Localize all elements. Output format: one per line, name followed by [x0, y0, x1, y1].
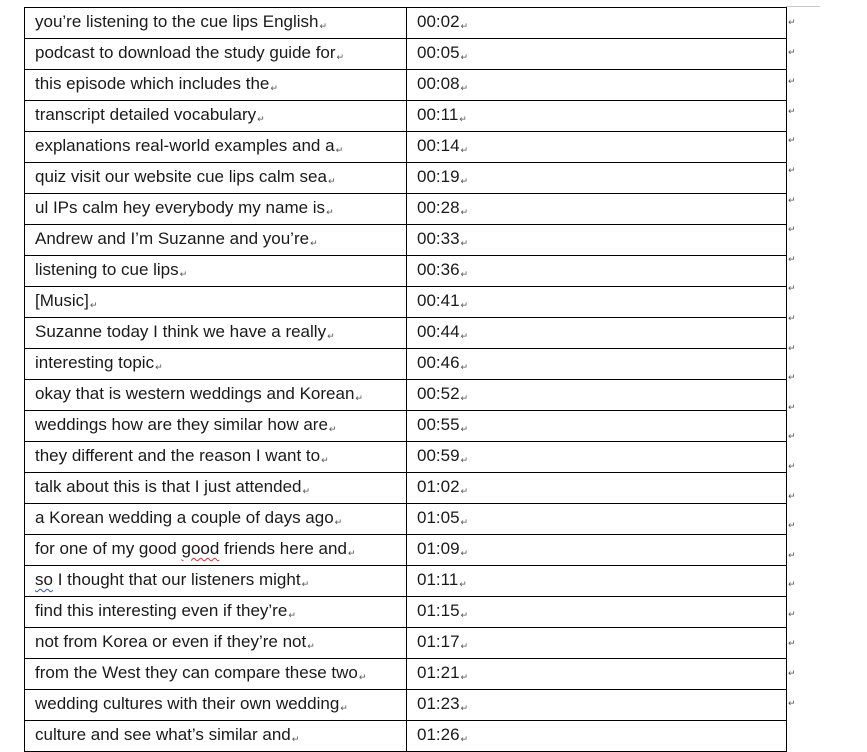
timestamp: 01:23: [417, 694, 460, 713]
paragraph-mark-icon: ↵: [460, 610, 469, 620]
paragraph-mark-icon: ↵: [327, 176, 336, 186]
row-end-mark-icon: ↵: [788, 312, 796, 323]
timestamp-cell[interactable]: [407, 70, 787, 101]
paragraph-mark-icon: ↵: [460, 269, 469, 279]
transcript-text: find this interesting even if they’re: [35, 601, 288, 620]
timestamp-cell[interactable]: [407, 349, 787, 380]
paragraph-mark-icon: ↵: [459, 114, 467, 124]
transcript-text: culture and see what’s similar and: [35, 725, 291, 744]
table-row: [25, 225, 787, 256]
transcript-text-cell[interactable]: [25, 628, 407, 659]
transcript-text: they different and the reason I want to: [35, 446, 321, 465]
timestamp: 00:14: [417, 136, 460, 155]
table-row: [25, 101, 787, 132]
paragraph-mark-icon: ↵: [460, 83, 469, 93]
table-row: [25, 659, 787, 690]
paragraph-mark-icon: ↵: [302, 486, 311, 496]
transcript-text-cell[interactable]: [25, 690, 407, 721]
row-end-mark-icon: ↵: [788, 520, 796, 531]
table-row: [25, 535, 787, 566]
paragraph-mark-icon: ↵: [460, 517, 469, 527]
paragraph-mark-icon: ↵: [340, 703, 348, 713]
transcript-text-cell[interactable]: [25, 504, 407, 535]
transcript-text: from the West they can compare these two: [35, 663, 358, 682]
transcript-text: not from Korea or even if they’re not: [35, 632, 307, 651]
timestamp: 00:33: [417, 229, 460, 248]
timestamp: 01:26: [417, 725, 460, 744]
transcript-text: this episode which includes the: [35, 74, 270, 93]
paragraph-mark-icon: ↵: [460, 455, 469, 465]
transcript-text-cell[interactable]: [25, 8, 407, 39]
timestamp-cell[interactable]: [407, 101, 787, 132]
timestamp-cell[interactable]: [407, 628, 787, 659]
paragraph-mark-icon: ↵: [288, 610, 296, 620]
paragraph-mark-icon: ↵: [460, 331, 469, 341]
paragraph-mark-icon: ↵: [460, 486, 469, 496]
timestamp: 00:36: [417, 260, 460, 279]
paragraph-mark-icon: ↵: [460, 548, 469, 558]
transcript-text-cell[interactable]: [25, 535, 407, 566]
timestamp: 00:59: [417, 446, 460, 465]
transcript-text-cell[interactable]: [25, 659, 407, 690]
timestamp-cell[interactable]: [407, 256, 787, 287]
transcript-text: ul IPs calm hey everybody my name is: [35, 198, 326, 217]
transcript-text-cell[interactable]: [25, 287, 407, 318]
timestamp: 01:15: [417, 601, 460, 620]
timestamp-cell[interactable]: [407, 566, 787, 597]
paragraph-mark-icon: ↵: [321, 455, 329, 465]
table-row: [25, 721, 787, 752]
transcript-text-cell[interactable]: [25, 473, 407, 504]
table-row: [25, 287, 787, 318]
table-row: [25, 411, 787, 442]
paragraph-mark-icon: ↵: [155, 362, 163, 372]
row-end-mark-icon: ↵: [788, 253, 796, 264]
transcript-text-cell[interactable]: [25, 721, 407, 752]
row-end-mark-icon: ↵: [788, 164, 796, 175]
timestamp: 00:08: [417, 74, 460, 93]
timestamp-cell[interactable]: [407, 690, 787, 721]
paragraph-mark-icon: ↵: [460, 300, 469, 310]
timestamp-cell[interactable]: [407, 163, 787, 194]
grammar-flagged-word[interactable]: so: [35, 570, 53, 589]
paragraph-mark-icon: ↵: [460, 362, 469, 372]
timestamp: 00:55: [417, 415, 460, 434]
row-end-mark-icon: ↵: [788, 372, 796, 383]
paragraph-mark-icon: ↵: [326, 207, 334, 217]
row-end-marks: [788, 7, 802, 717]
paragraph-mark-icon: ↵: [310, 238, 318, 248]
timestamp: 01:17: [417, 632, 460, 651]
timestamp-cell[interactable]: [407, 225, 787, 256]
table-row: [25, 194, 787, 225]
timestamp: 00:46: [417, 353, 460, 372]
paragraph-mark-icon: ↵: [89, 300, 98, 310]
transcript-text: podcast to download the study guide for: [35, 43, 336, 62]
paragraph-mark-icon: ↵: [460, 393, 469, 403]
paragraph-mark-icon: ↵: [291, 734, 300, 744]
paragraph-mark-icon: ↵: [355, 393, 363, 403]
timestamp: 01:05: [417, 508, 460, 527]
transcript-text: explanations real-world examples and a: [35, 136, 335, 155]
timestamp: 00:52: [417, 384, 460, 403]
paragraph-mark-icon: ↵: [301, 579, 310, 589]
paragraph-mark-icon: ↵: [460, 424, 469, 434]
transcript-text-cell[interactable]: [25, 318, 407, 349]
paragraph-mark-icon: ↵: [460, 207, 469, 217]
transcript-text-cell[interactable]: [25, 163, 407, 194]
transcript-text-cell[interactable]: [25, 101, 407, 132]
table-row: [25, 132, 787, 163]
table-row: [25, 70, 787, 101]
table-row: [25, 163, 787, 194]
transcript-text-cell[interactable]: [25, 597, 407, 628]
row-end-mark-icon: ↵: [788, 549, 796, 560]
table-row: [25, 597, 787, 628]
table-row: [25, 256, 787, 287]
transcript-text: wedding cultures with their own wedding: [35, 694, 340, 713]
transcript-table: [24, 7, 787, 752]
transcript-text-cell[interactable]: [25, 194, 407, 225]
timestamp-cell[interactable]: [407, 442, 787, 473]
paragraph-mark-icon: ↵: [270, 83, 278, 93]
paragraph-mark-icon: ↵: [257, 114, 265, 124]
paragraph-mark-icon: ↵: [347, 548, 356, 558]
timestamp-cell[interactable]: [407, 380, 787, 411]
row-end-mark-icon: ↵: [788, 431, 796, 442]
table-row: [25, 628, 787, 659]
timestamp-cell[interactable]: [407, 194, 787, 225]
row-end-mark-icon: ↵: [788, 76, 796, 87]
transcript-text-cell[interactable]: [25, 411, 407, 442]
timestamp: 00:44: [417, 322, 460, 341]
paragraph-mark-icon: ↵: [460, 21, 469, 31]
paragraph-mark-icon: ↵: [460, 52, 469, 62]
paragraph-mark-icon: ↵: [335, 145, 344, 155]
row-end-mark-icon: ↵: [788, 342, 796, 353]
spelling-flagged-word[interactable]: good: [181, 539, 220, 558]
timestamp-cell[interactable]: [407, 39, 787, 70]
row-end-mark-icon: ↵: [788, 135, 796, 146]
timestamp-cell[interactable]: [407, 597, 787, 628]
transcript-text: transcript detailed vocabulary: [35, 105, 257, 124]
transcript-text: Andrew and I’m Suzanne and you’re: [35, 229, 310, 248]
timestamp-cell[interactable]: [407, 318, 787, 349]
paragraph-mark-icon: ↵: [336, 52, 345, 62]
timestamp-cell[interactable]: [407, 659, 787, 690]
timestamp: 00:28: [417, 198, 460, 217]
paragraph-mark-icon: ↵: [460, 703, 469, 713]
row-end-mark-icon: ↵: [788, 105, 796, 116]
row-end-mark-icon: ↵: [788, 608, 796, 619]
row-end-mark-icon: ↵: [788, 638, 796, 649]
transcript-text-cell[interactable]: [25, 70, 407, 101]
timestamp: 01:11: [417, 570, 459, 589]
table-row: [25, 566, 787, 597]
transcript-text-cell[interactable]: [25, 39, 407, 70]
transcript-text-part: friends here and: [219, 539, 347, 558]
row-end-mark-icon: ↵: [788, 668, 796, 679]
paragraph-mark-icon: ↵: [460, 145, 469, 155]
transcript-text: listening to cue lips: [35, 260, 179, 279]
row-end-mark-icon: ↵: [788, 579, 796, 590]
timestamp: 01:21: [417, 663, 460, 682]
row-end-mark-icon: ↵: [788, 283, 796, 294]
timestamp-cell[interactable]: [407, 411, 787, 442]
row-end-mark-icon: ↵: [788, 224, 796, 235]
timestamp-cell[interactable]: [407, 287, 787, 318]
paragraph-mark-icon: ↵: [327, 331, 335, 341]
row-end-mark-icon: ↵: [788, 490, 796, 501]
row-end-mark-icon: ↵: [788, 17, 796, 27]
transcript-text: weddings how are they similar how are: [35, 415, 328, 434]
transcript-text: a Korean wedding a couple of days ago: [35, 508, 334, 527]
timestamp: 00:05: [417, 43, 460, 62]
transcript-text: quiz visit our website cue lips calm sea: [35, 167, 327, 186]
table-row: [25, 504, 787, 535]
transcript-text: interesting topic: [35, 353, 155, 372]
transcript-text-cell[interactable]: [25, 442, 407, 473]
timestamp: 01:02: [417, 477, 460, 496]
row-end-mark-icon: ↵: [788, 194, 796, 205]
transcript-text-part: for one of my good: [35, 539, 182, 558]
timestamp-cell[interactable]: [407, 8, 787, 39]
timestamp: 00:11: [417, 105, 459, 124]
timestamp-cell[interactable]: [407, 473, 787, 504]
table-row: [25, 39, 787, 70]
transcript-text-cell[interactable]: [25, 132, 407, 163]
paragraph-mark-icon: ↵: [334, 517, 343, 527]
paragraph-mark-icon: ↵: [319, 21, 328, 31]
paragraph-mark-icon: ↵: [460, 734, 469, 744]
table-row: [25, 318, 787, 349]
transcript-text-cell[interactable]: [25, 566, 407, 597]
transcript-text: talk about this is that I just attended: [35, 477, 302, 496]
transcript-text-cell[interactable]: [25, 256, 407, 287]
timestamp: 00:02: [417, 12, 460, 31]
paragraph-mark-icon: ↵: [179, 269, 188, 279]
table-row: [25, 8, 787, 39]
timestamp: 00:41: [417, 291, 460, 310]
paragraph-mark-icon: ↵: [460, 672, 469, 682]
transcript-text-cell[interactable]: [25, 225, 407, 256]
transcript-text: you’re listening to the cue lips English: [35, 12, 319, 31]
transcript-text: okay that is western weddings and Korean: [35, 384, 355, 403]
row-end-mark-icon: ↵: [788, 460, 796, 471]
transcript-text: [Music]: [35, 291, 89, 310]
paragraph-mark-icon: ↵: [460, 641, 469, 651]
table-row: [25, 442, 787, 473]
paragraph-mark-icon: ↵: [459, 579, 467, 589]
transcript-text-cell[interactable]: [25, 380, 407, 411]
transcript-text-part: I thought that our listeners might: [52, 570, 301, 589]
timestamp-cell[interactable]: [407, 504, 787, 535]
transcript-text: Suzanne today I think we have a really: [35, 322, 327, 341]
row-end-mark-icon: ↵: [788, 697, 796, 708]
table-row: [25, 473, 787, 504]
paragraph-mark-icon: ↵: [460, 238, 469, 248]
timestamp: 00:19: [417, 167, 460, 186]
table-row: [25, 380, 787, 411]
transcript-text-cell[interactable]: [25, 349, 407, 380]
row-end-mark-icon: ↵: [788, 401, 796, 412]
row-end-mark-icon: ↵: [788, 46, 796, 57]
table-row: [25, 349, 787, 380]
paragraph-mark-icon: ↵: [328, 424, 337, 434]
timestamp: 01:09: [417, 539, 460, 558]
paragraph-mark-icon: ↵: [307, 641, 315, 651]
table-row: [25, 690, 787, 721]
paragraph-mark-icon: ↵: [460, 176, 469, 186]
paragraph-mark-icon: ↵: [358, 672, 367, 682]
timestamp-cell[interactable]: [407, 132, 787, 163]
timestamp-cell[interactable]: [407, 535, 787, 566]
timestamp-cell[interactable]: [407, 721, 787, 752]
